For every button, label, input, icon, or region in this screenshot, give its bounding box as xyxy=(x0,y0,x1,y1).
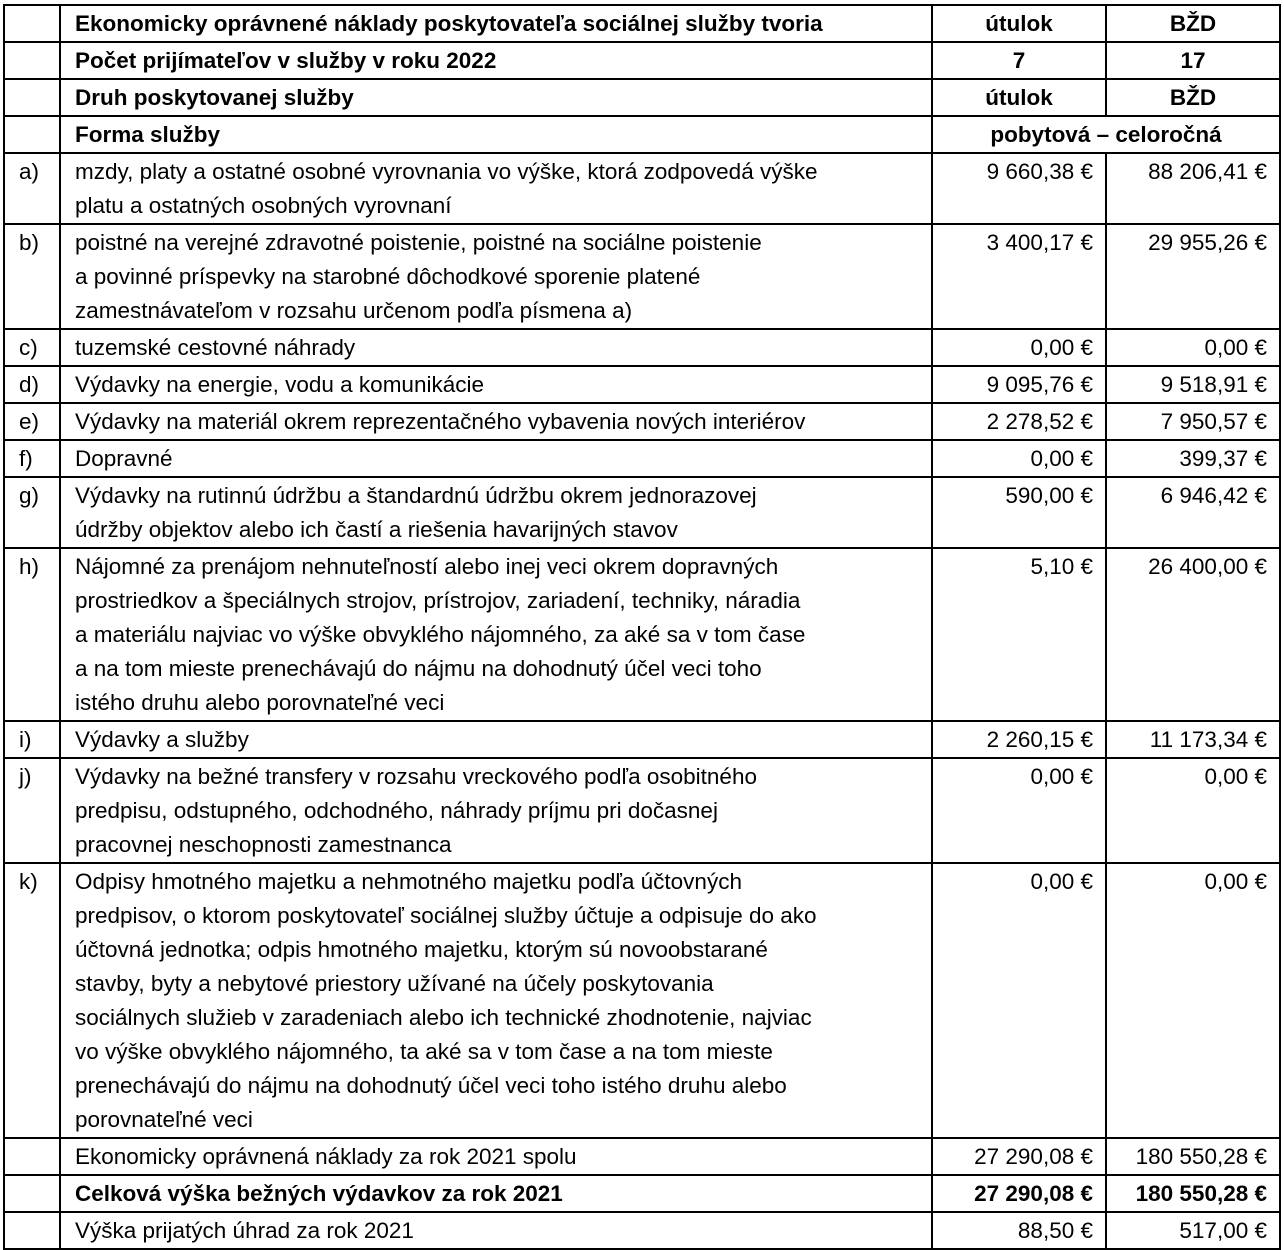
description-line: vo výške obvyklého nájomného, ta aké sa v tom čase a na tom mieste xyxy=(75,1039,773,1064)
description-line: prostriedkov a špeciálnych strojov, prístrojov, zariadení, techniky, náradia xyxy=(75,588,801,613)
item-value-utulok: 0,00 € xyxy=(932,863,1106,1138)
item-value-utulok: 0,00 € xyxy=(932,758,1106,863)
total-label: Výška prijatých úhrad za rok 2021 xyxy=(60,1212,932,1249)
cost-table xyxy=(3,4,1281,1250)
description-line: predpisov, o ktorom poskytovateľ sociálnej služby účtuje a odpisuje do ako xyxy=(75,903,817,928)
header-row xyxy=(4,5,1280,42)
letter-cell xyxy=(4,1138,60,1175)
description-line: údržby objektov alebo ich častí a riešenia havarijných stavov xyxy=(75,517,678,542)
item-letter: g) xyxy=(4,477,60,548)
item-letter: k) xyxy=(4,863,60,1138)
description-line: Odpisy hmotného majetku a nehmotného majetku podľa účtovných xyxy=(75,869,742,894)
description-line: mzdy, platy a ostatné osobné vyrovnania vo výške, ktorá zodpovedá výške xyxy=(75,159,818,184)
letter-cell xyxy=(4,5,60,42)
service-form-value: pobytová – celoročná xyxy=(932,116,1280,153)
item-value-bzd: 0,00 € xyxy=(1106,758,1280,863)
table-row xyxy=(4,153,1280,224)
total-value-utulok: 88,50 € xyxy=(932,1212,1106,1249)
table-row xyxy=(4,477,1280,548)
item-value-bzd: 26 400,00 € xyxy=(1106,548,1280,721)
table-row xyxy=(4,548,1280,721)
description-line: a na tom mieste prenechávajú do nájmu na dohodnutý účel veci toho xyxy=(75,656,762,681)
service-form-label: Forma služby xyxy=(60,116,932,153)
description-line: platu a ostatných osobných vyrovnaní xyxy=(75,193,452,218)
description-line: sociálnych služieb v zaradeniach alebo ich technické zhodnotenie, najviac xyxy=(75,1005,812,1030)
description-line: prenechávajú do nájmu na dohodnutý účel veci toho istého druhu alebo xyxy=(75,1073,787,1098)
item-value-bzd: 0,00 € xyxy=(1106,329,1280,366)
description-line: pracovnej neschopnosti zamestnanca xyxy=(75,832,452,857)
item-value-bzd: 0,00 € xyxy=(1106,863,1280,1138)
service-type-label: Druh poskytovanej služby xyxy=(60,79,932,116)
total-value-utulok: 27 290,08 € xyxy=(932,1138,1106,1175)
total-value-bzd: 180 550,28 € xyxy=(1106,1138,1280,1175)
item-value-bzd: 88 206,41 € xyxy=(1106,153,1280,224)
item-value-bzd: 399,37 € xyxy=(1106,440,1280,477)
item-value-utulok: 5,10 € xyxy=(932,548,1106,721)
letter-cell xyxy=(4,1175,60,1212)
recipients-row xyxy=(4,42,1280,79)
table-row xyxy=(4,366,1280,403)
description-line: účtovná jednotka; odpis hmotného majetku, ktorým sú novoobstarané xyxy=(75,937,768,962)
item-letter: j) xyxy=(4,758,60,863)
item-letter: b) xyxy=(4,224,60,329)
item-letter: h) xyxy=(4,548,60,721)
header-col-utulok: útulok xyxy=(932,5,1106,42)
description-line: Dopravné xyxy=(75,446,173,471)
table-row xyxy=(4,329,1280,366)
header-col-bzd: BŽD xyxy=(1106,5,1280,42)
item-description xyxy=(60,224,932,329)
item-description xyxy=(60,153,932,224)
letter-cell xyxy=(4,79,60,116)
item-value-bzd: 9 518,91 € xyxy=(1106,366,1280,403)
description-line: predpisu, odstupného, odchodného, náhrady príjmu pri dočasnej xyxy=(75,798,718,823)
item-letter: a) xyxy=(4,153,60,224)
item-value-utulok: 9 095,76 € xyxy=(932,366,1106,403)
total-label: Ekonomicky oprávnená náklady za rok 2021 spolu xyxy=(60,1138,932,1175)
item-description xyxy=(60,548,932,721)
item-value-bzd: 7 950,57 € xyxy=(1106,403,1280,440)
item-letter: d) xyxy=(4,366,60,403)
description-line: tuzemské cestovné náhrady xyxy=(75,335,356,360)
cost-table-body xyxy=(4,5,1280,1249)
table-row xyxy=(4,863,1280,1138)
item-value-utulok: 0,00 € xyxy=(932,329,1106,366)
item-value-utulok: 2 260,15 € xyxy=(932,721,1106,758)
letter-cell xyxy=(4,116,60,153)
item-value-bzd: 29 955,26 € xyxy=(1106,224,1280,329)
item-description xyxy=(60,366,932,403)
description-line: Výdavky na bežné transfery v rozsahu vreckového podľa osobitného xyxy=(75,764,757,789)
description-line: stavby, byty a nebytové priestory užívané na účely poskytovania xyxy=(75,971,714,996)
item-value-bzd: 11 173,34 € xyxy=(1106,721,1280,758)
description-line: Výdavky na rutinnú údržbu a štandardnú údržbu okrem jednorazovej xyxy=(75,483,757,508)
table-row xyxy=(4,758,1280,863)
item-value-utulok: 590,00 € xyxy=(932,477,1106,548)
description-line: Výdavky na energie, vodu a komunikácie xyxy=(75,372,484,397)
service-type-utulok: útulok xyxy=(932,79,1106,116)
table-row xyxy=(4,224,1280,329)
description-line: a materiálu najviac vo výške obvyklého nájomného, za aké sa v tom čase xyxy=(75,622,806,647)
table-row xyxy=(4,721,1280,758)
description-line: Nájomné za prenájom nehnuteľností alebo inej veci okrem dopravných xyxy=(75,554,779,579)
recipients-bzd: 17 xyxy=(1106,42,1280,79)
service-form-row xyxy=(4,116,1280,153)
total-label: Celková výška bežných výdavkov za rok 2021 xyxy=(60,1175,932,1212)
table-row xyxy=(4,440,1280,477)
total-value-bzd: 180 550,28 € xyxy=(1106,1175,1280,1212)
total-value-utulok: 27 290,08 € xyxy=(932,1175,1106,1212)
description-line: porovnateľné veci xyxy=(75,1107,253,1132)
recipients-label: Počet prijímateľov v služby v roku 2022 xyxy=(60,42,932,79)
description-line: istého druhu alebo porovnateľné veci xyxy=(75,690,445,715)
total-row xyxy=(4,1175,1280,1212)
total-value-bzd: 517,00 € xyxy=(1106,1212,1280,1249)
item-letter: e) xyxy=(4,403,60,440)
item-letter: c) xyxy=(4,329,60,366)
item-value-utulok: 9 660,38 € xyxy=(932,153,1106,224)
item-description xyxy=(60,477,932,548)
item-letter: i) xyxy=(4,721,60,758)
item-value-bzd: 6 946,42 € xyxy=(1106,477,1280,548)
service-type-bzd: BŽD xyxy=(1106,79,1280,116)
total-row xyxy=(4,1138,1280,1175)
description-line: poistné na verejné zdravotné poistenie, poistné na sociálne poistenie xyxy=(75,230,762,255)
description-line: Výdavky a služby xyxy=(75,727,249,752)
table-row xyxy=(4,403,1280,440)
item-description xyxy=(60,329,932,366)
item-description xyxy=(60,758,932,863)
recipients-utulok: 7 xyxy=(932,42,1106,79)
item-description xyxy=(60,721,932,758)
description-line: Výdavky na materiál okrem reprezentačného vybavenia nových interiérov xyxy=(75,409,806,434)
item-value-utulok: 0,00 € xyxy=(932,440,1106,477)
service-type-row xyxy=(4,79,1280,116)
item-letter: f) xyxy=(4,440,60,477)
item-value-utulok: 2 278,52 € xyxy=(932,403,1106,440)
item-description xyxy=(60,403,932,440)
item-value-utulok: 3 400,17 € xyxy=(932,224,1106,329)
description-line: zamestnávateľom v rozsahu určenom podľa písmena a) xyxy=(75,298,633,323)
description-line: a povinné príspevky na starobné dôchodkové sporenie platené xyxy=(75,264,701,289)
item-description xyxy=(60,863,932,1138)
item-description xyxy=(60,440,932,477)
letter-cell xyxy=(4,42,60,79)
header-label: Ekonomicky oprávnené náklady poskytovateľa sociálnej služby tvoria xyxy=(60,5,932,42)
